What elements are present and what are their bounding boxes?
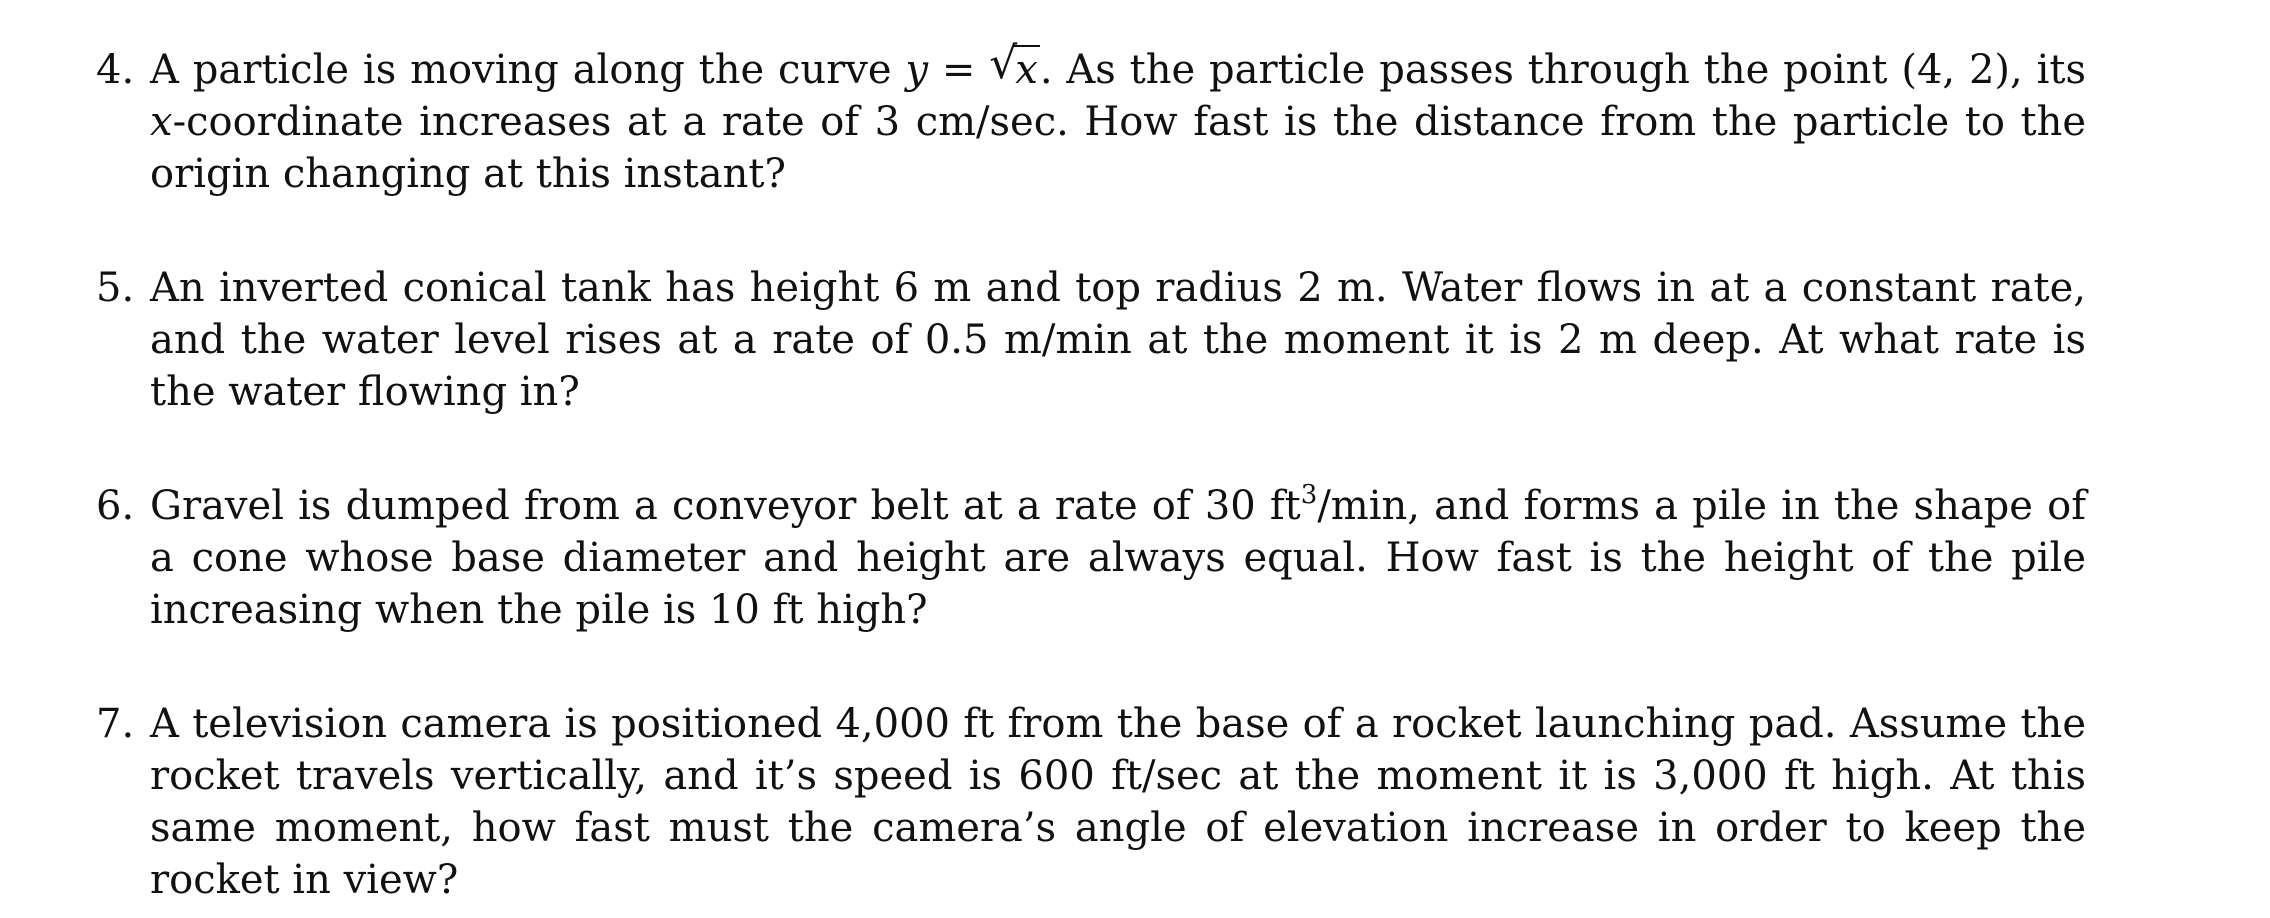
text-segment: A television camera is positioned 4,000 ft from the base of a rocket launching pad. Assume the rocket travels vertically, and it’s speed is 600 ft/sec at the moment it is 3,000 ft high. At this same moment, how fast must the camera’s angle of elevation increase in order to keep the rocket in view? <box>150 701 2086 903</box>
text-segment: -coordinate increases at a rate of 3 cm/sec. How fast is the distance from the particle to the origin changing at this instant? <box>150 99 2086 197</box>
radical-sign-icon: √ <box>989 38 1018 89</box>
problem-text <box>150 38 2086 200</box>
text-segment: A particle is moving along the curve <box>150 47 906 93</box>
math-variable-y: y <box>905 47 929 93</box>
text-segment: Gravel is dumped from a conveyor belt at a rate of 30 ft <box>150 483 1301 529</box>
problem-number: 7. <box>96 701 135 747</box>
problem-5 <box>96 262 2086 418</box>
math-equals: = <box>928 47 990 93</box>
problem-4 <box>96 38 2086 200</box>
problem-6 <box>96 480 2086 636</box>
radicand: x <box>1015 47 1038 93</box>
problem-text <box>150 698 2086 906</box>
text-segment: . As the particle passes through the point (4, 2), its <box>1039 47 2086 93</box>
problem-number: 5. <box>96 265 135 311</box>
problem-text <box>150 480 2086 636</box>
problem-number: 6. <box>96 483 135 529</box>
problem-7 <box>96 698 2086 906</box>
problem-number: 4. <box>96 47 135 93</box>
problem-text <box>150 262 2086 418</box>
square-root <box>989 38 1040 96</box>
text-segment: /min, and forms a pile in the shape of a cone whose base diameter and height are always equal. How fast is the height of the pile increasing when the pile is 10 ft high? <box>150 483 2086 633</box>
exponent: 3 <box>1300 480 1318 510</box>
text-segment: An inverted conical tank has height 6 m and top radius 2 m. Water flows in at a constant rate, and the water level rises at a rate of 0.5 m/min at the moment it is 2 m deep. At what rate is the water flowing in? <box>150 265 2086 415</box>
math-variable-x: x <box>150 99 173 145</box>
